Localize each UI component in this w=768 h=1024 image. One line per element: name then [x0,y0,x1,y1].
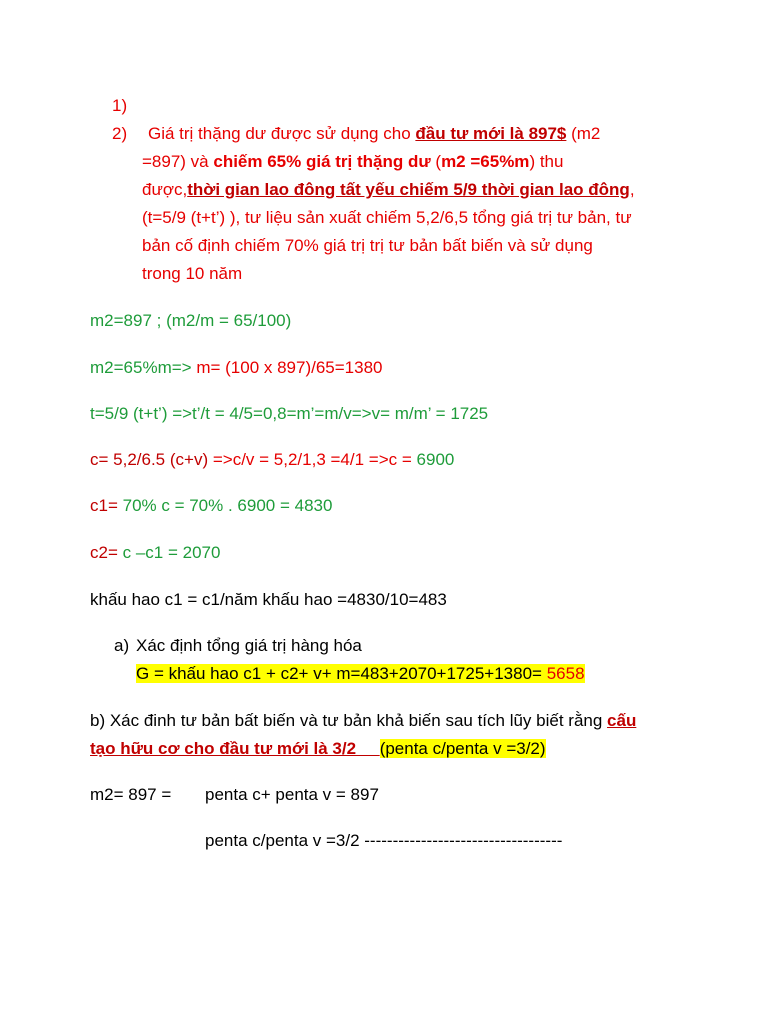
part-b-highlight: cấu [607,711,637,730]
problem-line-4: (t=5/9 (t+t’) ), tư liệu sản xuất chiếm 5,2/6,5 tổng giá trị tư bản, tư [142,208,632,227]
part-b-highlight: tạo hữu cơ cho đầu tư mới là 3/2 [90,739,380,758]
equation-lhs: m2= 897 = [90,785,172,804]
problem-highlight: đầu tư mới là 897$ [415,124,567,143]
list-number-2: 2) [112,124,128,143]
solution-step-4 [90,448,454,472]
step-text: c –c1 = 2070 [122,543,221,562]
part-b-ratio: (penta c/penta v =3/2) [379,739,546,758]
problem-line-5: bản cố định chiếm 70% giá trị trị tư bản bất biến và sử dụng [142,236,593,255]
problem-highlight: m2 =65%m [441,152,530,171]
part-a-label: a) [114,636,130,655]
solution-step-3: t=5/9 (t+t’) =>t’/t = 4/5=0,8=m’=m/v=>v= m/m’ = 1725 [90,404,489,423]
equation-2: penta c/penta v =3/2 ----------------------------------- [205,831,563,850]
list-number-1: 1) [112,96,128,115]
solution-step-7: khấu hao c1 = c1/năm khấu hao =4830/10=483 [90,590,447,609]
solution-step-5 [90,494,332,518]
part-b-line-1 [90,709,636,733]
problem-line-6: trong 10 năm [142,264,243,283]
solution-step-6 [90,541,220,565]
step-text: 70% c = 70% . 6900 = 4830 [122,496,333,515]
step-text: m2=65%m=> [90,358,197,377]
step-text: m= (100 x 897)/65=1380 [196,358,383,377]
part-a-title: Xác định tổng giá trị hàng hóa [136,636,362,655]
problem-text: (m2 [566,124,601,143]
part-a-formula [136,662,585,686]
formula-text: G = khấu hao c1 + c2+ v+ m=483+2070+1725+1380= [136,664,547,683]
step-text: 6900 [416,450,455,469]
part-b-line-2 [90,737,546,761]
step-text: =>c/v = 5,2/1,3 =4/1 =>c = [212,450,417,469]
problem-text: Giá trị thặng dư được sử dụng cho [148,124,416,143]
problem-text: ( [430,152,442,171]
problem-highlight: thời gian lao đông tất yếu chiếm 5/9 thời gian lao đông [187,180,630,199]
problem-line-2 [142,150,563,174]
formula-result: 5658 [546,664,585,683]
problem-highlight: chiếm 65% giá trị thặng dư [213,152,431,171]
problem-line-3 [142,178,635,202]
problem-text: =897) và [142,152,214,171]
step-text: c2= [90,543,123,562]
problem-text: được, [142,180,188,199]
step-text: c= 5,2/6.5 (c+v) [90,450,213,469]
problem-text: , [629,180,635,199]
solution-step-1: m2=897 ; (m2/m = 65/100) [90,311,292,330]
part-b-text: b) Xác đinh tư bản bất biến và tư bản khả biến sau tích lũy biết rằng [90,711,608,730]
problem-line-1 [148,122,600,146]
step-text: c1= [90,496,123,515]
problem-text: ) thu [529,152,564,171]
solution-step-2 [90,356,383,380]
equation-1: penta c+ penta v = 897 [205,785,379,804]
